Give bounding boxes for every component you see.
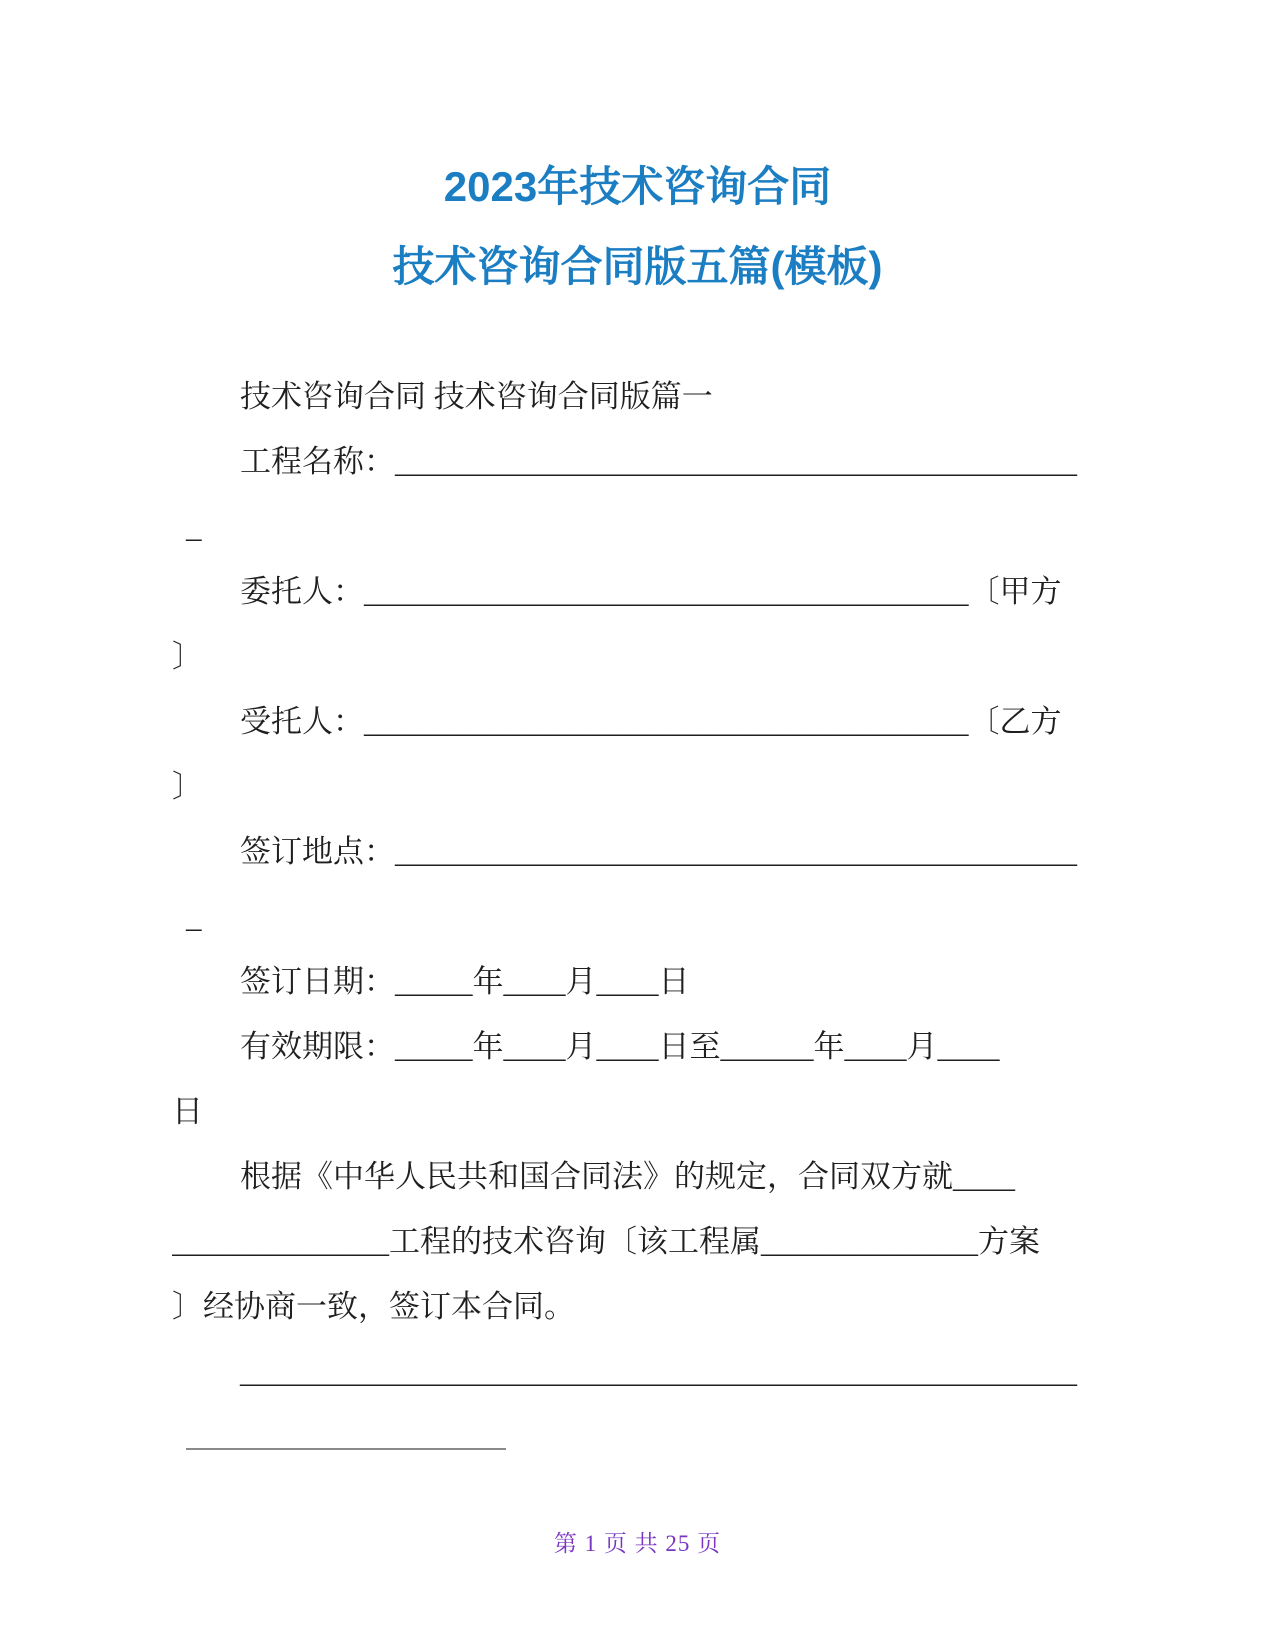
body-line-blank-rule: ______________________________________________________: [240, 1354, 1077, 1389]
document-title-line-1: 2023年技术咨询合同: [443, 163, 832, 210]
body-line-wrap-underscore: _: [186, 509, 202, 544]
body-line-wrap-day: 日: [172, 1094, 203, 1129]
body-line-validity-period: 有效期限：_____年____月____日至______年____月____: [240, 1029, 1000, 1064]
body-line-legal-basis: 根据《中华人民共和国合同法》的规定，合同双方就____: [240, 1159, 1015, 1194]
body-line-signing-date: 签订日期：_____年____月____日: [240, 964, 690, 999]
document-title-line-2: 技术咨询合同版五篇(模板): [392, 243, 883, 290]
body-line-signing-place: 签订地点：____________________________________________: [240, 834, 1077, 869]
body-line-trustee: 受托人：_______________________________________〔乙方: [240, 704, 1062, 739]
page-footer: [0, 1525, 1275, 1558]
body-line-client: 委托人：_______________________________________〔甲方: [240, 574, 1062, 609]
title-block: [0, 0, 1275, 292]
body-line-bracket-close: 〕: [172, 639, 203, 674]
body-line-legal-basis-wrap: ______________工程的技术咨询〔该工程属______________方案: [172, 1224, 1040, 1259]
footnote-separator-line: [186, 1448, 506, 1450]
body-line-heading: 技术咨询合同 技术咨询合同版篇一: [240, 379, 713, 414]
body-line-bracket-close: 〕: [172, 769, 203, 804]
body-line-project-name: 工程名称：____________________________________________: [240, 444, 1077, 479]
body-line-agreement: 〕经协商一致，签订本合同。: [172, 1289, 575, 1324]
body-line-wrap-underscore: _: [186, 899, 202, 934]
document-body: [172, 364, 1103, 1404]
page-number-label: 第 1 页 共 25 页: [553, 1531, 722, 1556]
